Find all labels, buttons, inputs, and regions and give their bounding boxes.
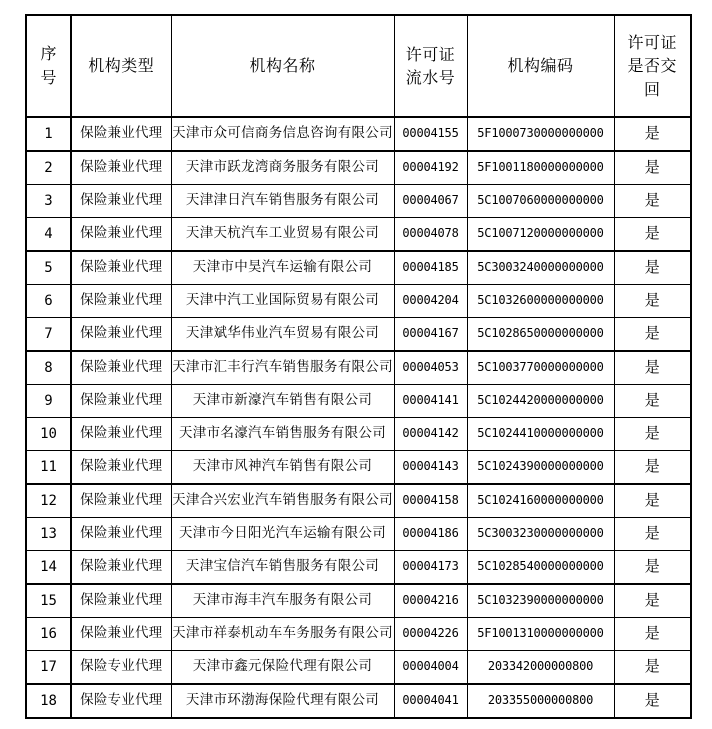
column-header-type: [71, 15, 171, 117]
cell-type: 保险专业代理: [71, 684, 171, 718]
cell-type: 保险兼业代理: [71, 484, 171, 518]
cell-returned: 是: [614, 251, 691, 285]
cell-returned: 是: [614, 218, 691, 252]
cell-type: 保险兼业代理: [71, 518, 171, 551]
cell-name: 天津津日汽车销售服务有限公司: [171, 185, 394, 218]
cell-returned: 是: [614, 584, 691, 618]
column-header-serial: [394, 15, 467, 117]
cell-seq: 6: [26, 285, 71, 318]
cell-serial: 00004143: [394, 451, 467, 485]
cell-code: 5C1032390000000000: [467, 584, 614, 618]
cell-type: 保险兼业代理: [71, 551, 171, 585]
column-header-line: 机构类型: [88, 56, 155, 76]
cell-seq: 9: [26, 385, 71, 418]
cell-type: 保险兼业代理: [71, 351, 171, 385]
table-row: [26, 351, 691, 385]
cell-code: 5C1032600000000000: [467, 285, 614, 318]
cell-code: 5C1028540000000000: [467, 551, 614, 585]
cell-serial: 00004185: [394, 251, 467, 285]
cell-serial: 00004216: [394, 584, 467, 618]
cell-type: 保险兼业代理: [71, 151, 171, 185]
cell-name: 天津市汇丰行汽车销售服务有限公司: [171, 351, 394, 385]
cell-name: 天津市鑫元保险代理有限公司: [171, 651, 394, 685]
table-body: [26, 117, 691, 718]
table-row: [26, 251, 691, 285]
cell-serial: 00004167: [394, 318, 467, 352]
cell-returned: 是: [614, 151, 691, 185]
cell-code: 5F1001180000000000: [467, 151, 614, 185]
cell-type: 保险专业代理: [71, 651, 171, 685]
table-row: [26, 584, 691, 618]
cell-returned: 是: [614, 651, 691, 685]
column-header-line: 许可证: [405, 44, 456, 64]
column-header-name: [171, 15, 394, 117]
column-header-line: 机构编码: [507, 56, 574, 76]
cell-code: 5F1001310000000000: [467, 618, 614, 651]
table-row: [26, 385, 691, 418]
cell-code: 5C1028650000000000: [467, 318, 614, 352]
cell-code: 5C3003240000000000: [467, 251, 614, 285]
cell-returned: 是: [614, 451, 691, 485]
cell-returned: 是: [614, 551, 691, 585]
table-row: [26, 451, 691, 485]
cell-type: 保险兼业代理: [71, 251, 171, 285]
cell-serial: 00004041: [394, 684, 467, 718]
cell-code: 203342000000800: [467, 651, 614, 685]
cell-returned: 是: [614, 351, 691, 385]
column-header-line: 回: [643, 79, 661, 99]
cell-returned: 是: [614, 518, 691, 551]
cell-name: 天津宝信汽车销售服务有限公司: [171, 551, 394, 585]
cell-returned: 是: [614, 618, 691, 651]
cell-seq: 12: [26, 484, 71, 518]
cell-code: 203355000000800: [467, 684, 614, 718]
cell-serial: 00004078: [394, 218, 467, 252]
cell-serial: 00004053: [394, 351, 467, 385]
table-row: [26, 551, 691, 585]
cell-seq: 4: [26, 218, 71, 252]
cell-returned: 是: [614, 185, 691, 218]
cell-type: 保险兼业代理: [71, 584, 171, 618]
cell-type: 保险兼业代理: [71, 218, 171, 252]
table-header-row: [26, 15, 691, 117]
column-header-line: 流水号: [405, 68, 456, 87]
column-header-line: 机构名称: [249, 56, 316, 76]
cell-serial: 00004186: [394, 518, 467, 551]
table-row: [26, 684, 691, 718]
cell-name: 天津斌华伟业汽车贸易有限公司: [171, 318, 394, 352]
cell-returned: 是: [614, 285, 691, 318]
cell-name: 天津市众可信商务信息咨询有限公司: [171, 117, 394, 151]
cell-seq: 15: [26, 584, 71, 618]
cell-code: 5C1024390000000000: [467, 451, 614, 485]
cell-seq: 8: [26, 351, 71, 385]
cell-returned: 是: [614, 684, 691, 718]
cell-seq: 5: [26, 251, 71, 285]
column-header-code: [467, 15, 614, 117]
cell-name: 天津市祥泰机动车车务服务有限公司: [171, 618, 394, 651]
cell-code: 5C1003770000000000: [467, 351, 614, 385]
table-row: [26, 318, 691, 352]
cell-serial: 00004155: [394, 117, 467, 151]
cell-seq: 3: [26, 185, 71, 218]
cell-serial: 00004067: [394, 185, 467, 218]
cell-seq: 1: [26, 117, 71, 151]
cell-serial: 00004004: [394, 651, 467, 685]
cell-type: 保险兼业代理: [71, 318, 171, 352]
cell-serial: 00004142: [394, 418, 467, 451]
column-header-line: 许可证: [627, 33, 677, 53]
cell-serial: 00004173: [394, 551, 467, 585]
cell-name: 天津市名濠汽车销售服务有限公司: [171, 418, 394, 451]
cell-returned: 是: [614, 117, 691, 151]
cell-name: 天津市环渤海保险代理有限公司: [171, 684, 394, 718]
cell-seq: 14: [26, 551, 71, 585]
cell-type: 保险兼业代理: [71, 451, 171, 485]
cell-seq: 10: [26, 418, 71, 451]
table-row: [26, 418, 691, 451]
cell-serial: 00004158: [394, 484, 467, 518]
cell-type: 保险兼业代理: [71, 117, 171, 151]
table-row: [26, 185, 691, 218]
cell-type: 保险兼业代理: [71, 618, 171, 651]
cell-type: 保险兼业代理: [71, 385, 171, 418]
cell-seq: 7: [26, 318, 71, 352]
cell-name: 天津市新濠汽车销售有限公司: [171, 385, 394, 418]
cell-seq: 11: [26, 451, 71, 485]
cell-name: 天津市中昊汽车运输有限公司: [171, 251, 394, 285]
column-header-line: 号: [40, 68, 57, 87]
institution-license-table: [25, 14, 692, 719]
cell-seq: 2: [26, 151, 71, 185]
cell-code: 5C1007060000000000: [467, 185, 614, 218]
cell-name: 天津中汽工业国际贸易有限公司: [171, 285, 394, 318]
cell-code: 5C1024420000000000: [467, 385, 614, 418]
cell-name: 天津合兴宏业汽车销售服务有限公司: [171, 484, 394, 518]
cell-serial: 00004226: [394, 618, 467, 651]
cell-seq: 17: [26, 651, 71, 685]
cell-returned: 是: [614, 418, 691, 451]
column-header-seq: [26, 15, 71, 117]
cell-code: 5C1007120000000000: [467, 218, 614, 252]
cell-code: 5C1024410000000000: [467, 418, 614, 451]
column-header-line: 是否交: [627, 56, 677, 76]
cell-seq: 13: [26, 518, 71, 551]
cell-type: 保险兼业代理: [71, 185, 171, 218]
cell-code: 5C1024160000000000: [467, 484, 614, 518]
cell-name: 天津市海丰汽车服务有限公司: [171, 584, 394, 618]
cell-serial: 00004204: [394, 285, 467, 318]
table-row: [26, 484, 691, 518]
table-header: [26, 15, 691, 117]
cell-code: 5C3003230000000000: [467, 518, 614, 551]
cell-returned: 是: [614, 318, 691, 352]
cell-name: 天津市跃龙湾商务服务有限公司: [171, 151, 394, 185]
table-row: [26, 618, 691, 651]
cell-name: 天津市今日阳光汽车运输有限公司: [171, 518, 394, 551]
cell-serial: 00004192: [394, 151, 467, 185]
table-row: [26, 285, 691, 318]
cell-serial: 00004141: [394, 385, 467, 418]
cell-seq: 16: [26, 618, 71, 651]
table-row: [26, 651, 691, 685]
table-container: [25, 14, 690, 719]
cell-name: 天津天杭汽车工业贸易有限公司: [171, 218, 394, 252]
cell-type: 保险兼业代理: [71, 285, 171, 318]
table-row: [26, 218, 691, 252]
cell-name: 天津市风神汽车销售有限公司: [171, 451, 394, 485]
cell-returned: 是: [614, 385, 691, 418]
cell-type: 保险兼业代理: [71, 418, 171, 451]
column-header-line: 序: [40, 44, 57, 63]
table-row: [26, 518, 691, 551]
cell-seq: 18: [26, 684, 71, 718]
cell-code: 5F1000730000000000: [467, 117, 614, 151]
table-row: [26, 117, 691, 151]
cell-returned: 是: [614, 484, 691, 518]
column-header-returned: [614, 15, 691, 117]
table-row: [26, 151, 691, 185]
